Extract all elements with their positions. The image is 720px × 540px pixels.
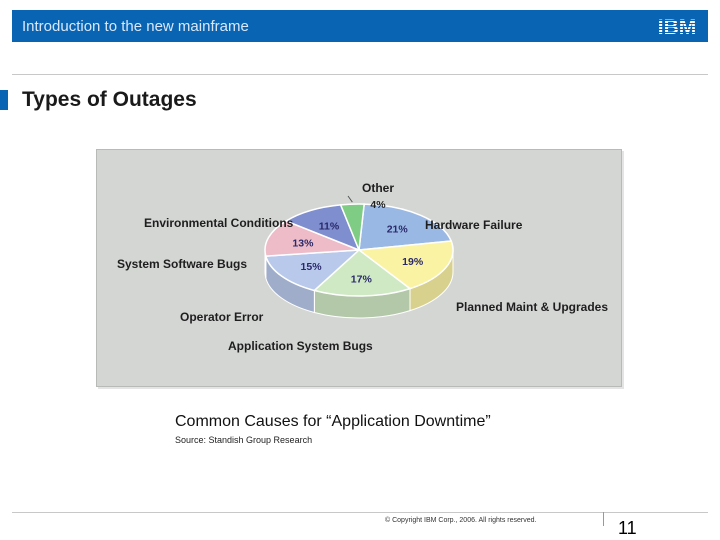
pie-value-label: 11%	[318, 220, 340, 233]
page-title: Types of Outages	[22, 88, 197, 111]
pie-category-label: Hardware Failure	[425, 218, 523, 232]
pie-value-label: 19%	[402, 256, 424, 269]
title-accent	[0, 90, 8, 110]
header-divider	[12, 74, 708, 75]
copyright-notice: © Copyright IBM Corp., 2006. All rights reserved.	[385, 517, 537, 524]
pie-value-label: 4%	[370, 199, 386, 211]
chart-panel	[96, 149, 622, 387]
pie-value-label: 17%	[350, 273, 372, 286]
pie-category-label: System Software Bugs	[117, 257, 248, 271]
chart-source: Source: Standish Group Research	[175, 435, 313, 445]
pie-value-label: 15%	[300, 261, 322, 274]
pie-category-label: Environmental Conditions	[144, 216, 294, 230]
chart-caption: Common Causes for “Application Downtime”	[175, 413, 491, 430]
pie-category-label: Application System Bugs	[228, 339, 373, 353]
pie-value-label: 21%	[386, 223, 408, 236]
header-title: Introduction to the new mainframe	[22, 18, 249, 35]
pie-category-label: Planned Maint & Upgrades	[456, 300, 609, 314]
pie-value-label: 13%	[292, 237, 314, 250]
pie-chart	[97, 150, 621, 386]
header-bar	[12, 10, 708, 42]
pie-leader-line	[348, 196, 352, 202]
ibm-logo	[654, 15, 700, 37]
ibm-logo-text: IBM	[657, 16, 697, 37]
pie-category-label: Operator Error	[180, 310, 264, 324]
page-number-separator	[603, 512, 604, 526]
page-number: 11	[618, 518, 637, 538]
pie-category-label: Other	[362, 181, 395, 195]
